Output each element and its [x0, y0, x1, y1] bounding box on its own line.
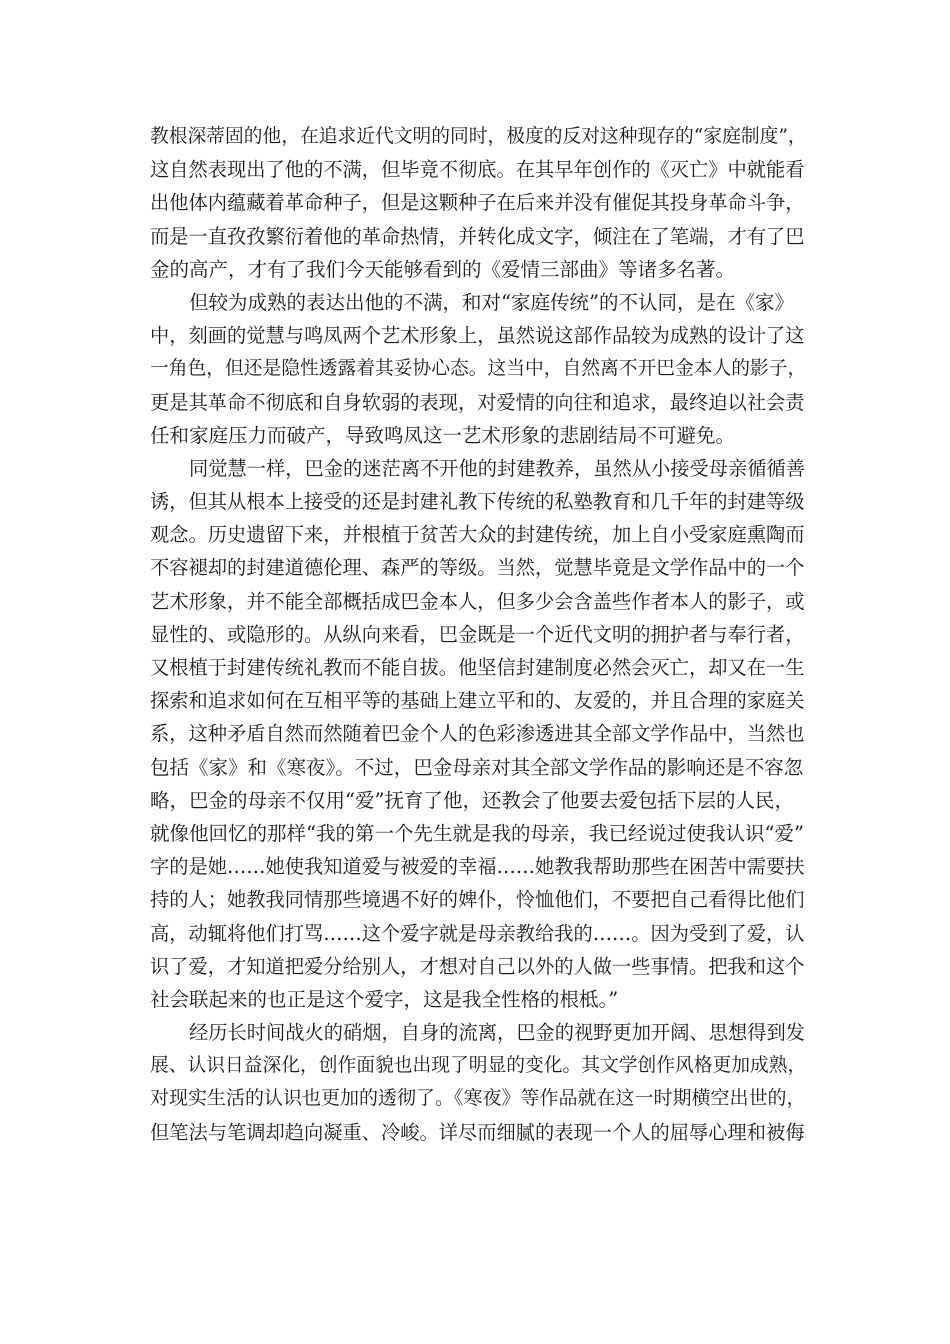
paragraph-1 [150, 120, 810, 286]
text-line: 显性的、或隐形的。从纵向来看，巴金既是一个近代文明的拥护者与奉行者， [150, 622, 805, 646]
text-line: 社会联起来的也正是这个爱字，这是我全性格的根柢。” [150, 987, 619, 1011]
text-line: 就像他回忆的那样“我的第一个先生就是我的母亲，我已经说过使我认识“爱” [150, 821, 804, 845]
paragraph-2 [150, 286, 810, 452]
text-line: 但笔法与笔调却趋向凝重、冷峻。详尽而细腻的表现一个人的屈辱心理和被侮 [150, 1120, 805, 1144]
text-line: 中，刻画的觉慧与鸣凤两个艺术形象上，虽然说这部作品较为成熟的设计了这 [150, 324, 805, 348]
paragraph-4 [150, 1016, 810, 1149]
paragraph-3 [150, 452, 810, 1016]
text-line: 探索和追求如何在互相平等的基础上建立平和的、友爱的，并且合理的家庭关 [150, 689, 805, 713]
text-line: 同觉慧一样，巴金的迷茫离不开他的封建教养，虽然从小接受母亲循循善 [189, 456, 805, 480]
text-line: 识了爱，才知道把爱分给别人，才想对自己以外的人做一些事情。把我和这个 [150, 954, 805, 978]
text-line: 系，这种矛盾自然而然随着巴金个人的色彩渗透进其全部文学作品中，当然也 [150, 722, 805, 746]
text-line: 金的高产，才有了我们今天能够看到的《爱情三部曲》等诸多名著。 [150, 257, 736, 281]
text-line: 高，动辄将他们打骂……这个爱字就是母亲教给我的……。因为受到了爱，认 [150, 921, 805, 945]
text-line: 展、认识日益深化，创作面貌也出现了明显的变化。其文学创作风格更加成熟， [150, 1055, 807, 1077]
text-line: 观念。历史遗留下来，并根植于贫苦大众的封建传统，加上自小受家庭熏陶而 [150, 523, 805, 547]
text-line: 更是其革命不彻底和自身软弱的表现，对爱情的向往和追求，最终迫以社会责 [150, 390, 805, 414]
text-line: 一角色，但还是隐性透露着其妥协心态。这当中，自然离不开巴金本人的影子， [150, 358, 807, 380]
text-line: 经历长时间战火的硝烟，自身的流离，巴金的视野更加开阔、思想得到发 [189, 1021, 805, 1045]
text-line: 不容褪却的封建道德伦理、森严的等级。当然，觉慧毕竟是文学作品中的一个 [150, 556, 805, 580]
text-line: 这自然表现出了他的不满，但毕竟不彻底。在其早年创作的《灭亡》中就能看 [150, 158, 805, 182]
text-line: 诱，但其从根本上接受的还是封建礼教下传统的私塾教育和几千年的封建等级 [150, 490, 805, 514]
text-line: 出他体内蕴藏着革命种子，但是这颗种子在后来并没有催促其投身革命斗争， [150, 191, 805, 215]
text-line: 字的是她……她使我知道爱与被爱的幸福……她教我帮助那些在困苦中需要扶 [150, 855, 805, 879]
text-line: 教根深蒂固的他，在追求近代文明的同时，极度的反对这种现存的“家庭制度”， [150, 126, 807, 147]
text-line: 持的人；她教我同情那些境遇不好的婢仆，怜恤他们，不要把自己看得比他们 [150, 888, 805, 912]
text-line: 艺术形象，并不能全部概括成巴金本人，但多少会含盖些作者本人的影子，或 [150, 589, 805, 613]
document-body [150, 120, 810, 1149]
text-line: 任和家庭压力而破产，导致鸣凤这一艺术形象的悲剧结局不可避免。 [150, 423, 736, 447]
text-line: 对现实生活的认识也更加的透彻了。《寒夜》等作品就在这一时期横空出世的， [150, 1087, 806, 1110]
text-line: 而是一直孜孜繁衍着他的革命热情，并转化成文字，倾注在了笔端，才有了巴 [150, 224, 805, 248]
text-line: 略，巴金的母亲不仅用“爱”抚育了他，还教会了他要去爱包括下层的人民， [150, 788, 794, 812]
text-line: 但较为成熟的表达出他的不满，和对“家庭传统”的不认同，是在《家》 [189, 290, 794, 314]
text-line: 包括《家》和《寒夜》。不过，巴金母亲对其全部文学作品的影响还是不容忽 [150, 755, 804, 779]
text-line: 又根植于封建传统礼教而不能自拔。他坚信封建制度必然会灭亡，却又在一生 [150, 656, 805, 679]
